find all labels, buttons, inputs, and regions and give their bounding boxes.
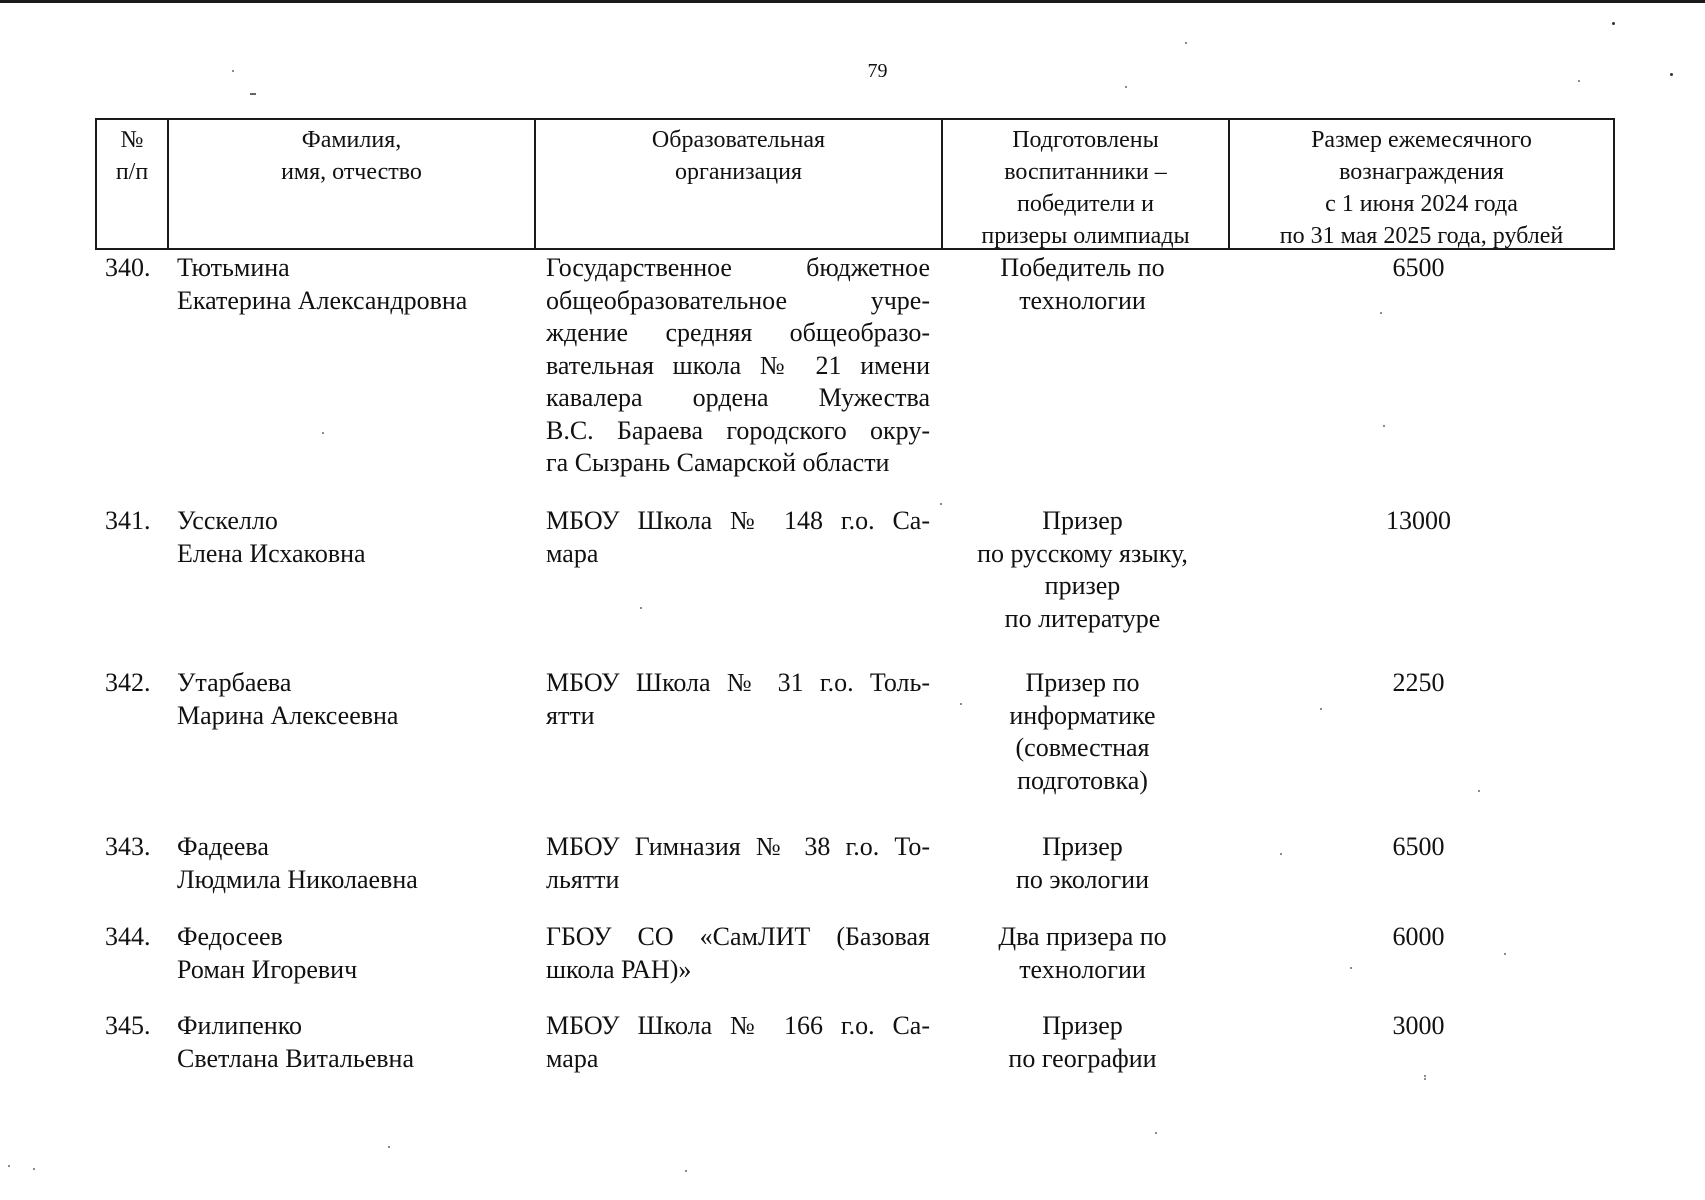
scan-speck	[1380, 312, 1382, 314]
scan-speck	[1155, 1132, 1157, 1134]
row-number: 341.	[105, 506, 151, 535]
person-name: Фадеева Людмила Николаевна	[177, 832, 418, 894]
reward-amount: 6500	[1392, 253, 1445, 282]
organization-line: га Сызрань Самарской области	[546, 448, 890, 477]
person-name: Тютьмина Екатерина Александровна	[177, 253, 468, 315]
scan-speck	[685, 1170, 687, 1172]
reward-amount: 2250	[1392, 668, 1445, 697]
person-name: Филипенко Светлана Витальевна	[177, 1011, 414, 1073]
page-number: 79	[867, 60, 888, 82]
organization-line: кавалера ордена Мужества	[546, 383, 930, 412]
olympiad-achievement: Призер по экологии	[1015, 832, 1149, 894]
table-header	[95, 118, 1615, 250]
olympiad-achievement: Победитель по технологии	[1000, 253, 1165, 315]
scan-speck	[1424, 1078, 1426, 1080]
person-name: Усскелло Елена Исхаковна	[177, 506, 366, 568]
scan-speck	[1424, 1075, 1426, 1077]
organization-name	[546, 831, 930, 896]
scan-speck	[232, 70, 234, 72]
scan-speck	[1670, 73, 1673, 76]
scan-speck	[8, 1165, 10, 1167]
scan-speck	[1383, 425, 1385, 427]
scan-speck	[388, 1146, 390, 1148]
organization-name	[546, 505, 930, 570]
organization-name	[546, 921, 930, 986]
scan-speck	[1185, 42, 1187, 44]
olympiad-achievement: Два призера по технологии	[998, 922, 1167, 984]
reward-amount: 6000	[1392, 922, 1445, 951]
reward-amount: 6500	[1392, 832, 1445, 861]
scan-speck	[1578, 80, 1580, 82]
row-number: 345.	[105, 1011, 151, 1040]
organization-line: МБОУ Школа № 148 г.о. Са-	[546, 506, 930, 535]
scan-speck	[1478, 790, 1480, 792]
organization-line: мара	[546, 538, 599, 568]
column-header-monthly-reward: Размер ежемесячного вознаграждения с 1 июня 2024 года по 31 мая 2025 года, рублей	[1228, 120, 1613, 248]
organization-line: МБОУ Школа № 31 г.о. Толь-	[546, 668, 930, 697]
organization-line: вательная школа № 21 имени	[546, 350, 930, 380]
top-border-line	[0, 0, 1705, 3]
column-header-organization: Образовательная организация	[534, 120, 941, 248]
olympiad-achievement: Призер по русскому языку, призер по литературе	[977, 506, 1188, 633]
organization-line: МБОУ Гимназия № 38 г.о. То-	[546, 832, 930, 861]
organization-line: мара	[546, 1043, 599, 1073]
column-header-prepared-winners: Подготовлены воспитанники – победители и призеры олимпиады	[941, 120, 1228, 248]
row-number: 340.	[105, 253, 151, 282]
organization-line: ятти	[546, 700, 595, 730]
organization-line: В.С. Бараева городского окру-	[546, 415, 930, 445]
scan-speck	[322, 432, 324, 434]
scan-speck	[1320, 708, 1322, 710]
row-number: 342.	[105, 668, 151, 697]
person-name: Утарбаева Марина Алексеевна	[177, 668, 399, 730]
organization-line: МБОУ Школа № 166 г.о. Са-	[546, 1011, 930, 1040]
scan-speck	[1612, 22, 1615, 25]
organization-line: ждение средняя общеобразо-	[546, 318, 930, 347]
row-number: 343.	[105, 832, 151, 861]
organization-line: общеобразовательное учре-	[546, 285, 930, 315]
column-header-full-name: Фамилия, имя, отчество	[167, 120, 534, 248]
scan-speck	[940, 503, 942, 505]
organization-line: льятти	[546, 864, 620, 894]
organization-line: ГБОУ СО «СамЛИТ (Базовая	[546, 922, 930, 951]
column-header-number: № п/п	[115, 127, 149, 185]
reward-amount: 3000	[1392, 1011, 1445, 1040]
scan-speck	[640, 607, 642, 609]
scan-speck	[33, 1168, 35, 1170]
organization-line: Государственное бюджетное	[546, 253, 930, 282]
scan-speck	[1125, 86, 1127, 88]
person-name: Федосеев Роман Игоревич	[177, 922, 358, 984]
reward-amount: 13000	[1386, 506, 1451, 535]
organization-name	[546, 1010, 930, 1075]
organization-name	[546, 252, 930, 480]
organization-line: школа РАН)»	[546, 954, 692, 984]
scan-speck	[250, 93, 256, 95]
scan-speck	[1350, 967, 1352, 969]
organization-name	[546, 667, 930, 732]
olympiad-achievement: Призер по географии	[1008, 1011, 1157, 1073]
row-number: 344.	[105, 922, 151, 951]
olympiad-achievement: Призер по информатике (совместная подготовка)	[1009, 668, 1156, 795]
